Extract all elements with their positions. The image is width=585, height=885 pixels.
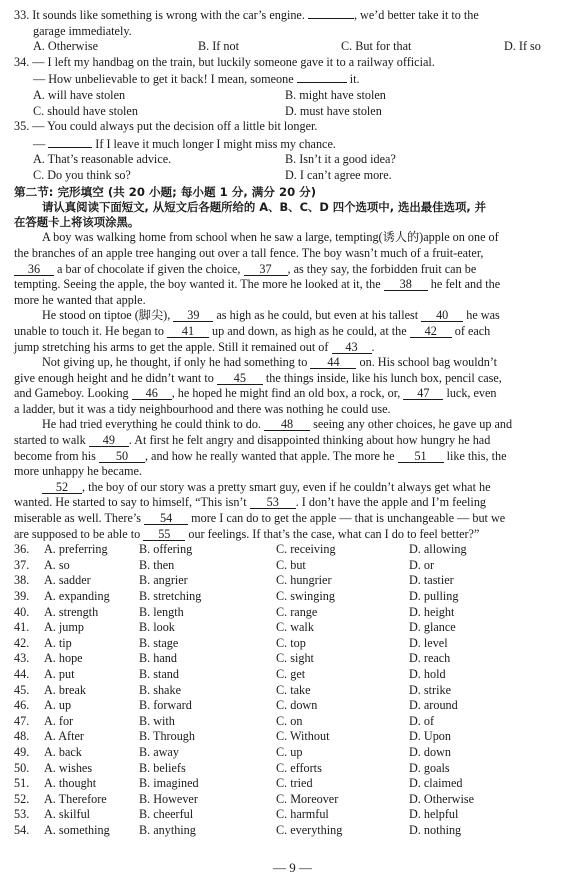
- answer-option: A. so: [44, 557, 70, 572]
- answer-row: [14, 651, 575, 667]
- answer-option: D. tastier: [409, 573, 454, 588]
- passage-line: wanted. He started to say to himself, “This isn’t 53 . I don’t have the apple and I’m feeling: [14, 495, 487, 510]
- answer-option: B. length: [139, 604, 184, 619]
- option-a: A. will have stolen: [33, 87, 126, 102]
- question-number: 41.: [14, 620, 30, 635]
- answer-option: C. but: [276, 557, 306, 572]
- answer-option: D. strike: [409, 682, 451, 697]
- answer-option: A. for: [44, 713, 74, 728]
- question-number: 40.: [14, 604, 30, 619]
- question-33: 33. It sounds like something is wrong with the car’s engine. , we’d better take it to the: [14, 8, 479, 22]
- answer-row: [14, 605, 575, 621]
- question-number: 50.: [14, 760, 30, 775]
- instructions: 请认真阅读下面短文, 从短文后各题所给的 A、B、C、D 四个选项中, 选出最佳选项, 并: [42, 199, 487, 214]
- question-number: 54.: [14, 822, 30, 837]
- blank-37: 37: [244, 263, 288, 276]
- answer-option: A. sadder: [44, 573, 91, 588]
- answer-row: [14, 792, 575, 808]
- answer-option: C. Moreover: [276, 791, 339, 806]
- answer-option: D. of: [409, 713, 435, 728]
- answer-option: D. helpful: [409, 807, 459, 822]
- answer-option: D. claimed: [409, 776, 463, 791]
- blank-46: 46: [132, 387, 172, 400]
- blank-49: 49: [89, 434, 129, 447]
- option-a: A. Otherwise: [33, 39, 98, 54]
- answer-option: C. up: [276, 744, 303, 759]
- option-b: B. If not: [198, 39, 239, 54]
- answer-option: A. back: [44, 744, 82, 759]
- answer-option: B. look: [139, 620, 175, 635]
- passage-line: more unhappy he became.: [14, 464, 142, 479]
- option-d: D. If so: [504, 39, 541, 54]
- question-number: 38.: [14, 573, 30, 588]
- passage-line: the branches of an apple tree hanging out over a tall fence. The boy wasn’t much of a fruit-eater,: [14, 245, 484, 260]
- question-number: 51.: [14, 776, 30, 791]
- blank-42: 42: [410, 325, 452, 338]
- blank-51: 51: [398, 450, 444, 463]
- passage-line: are supposed to be able to 55 our feelings. If that’s the case, what can I do to feel better?”: [14, 526, 480, 541]
- answer-option: A. hope: [44, 651, 83, 666]
- question-number: 43.: [14, 651, 30, 666]
- passage-line: tempting. Seeing the apple, the boy wanted it. The more he looked at it, the 38 he felt and the: [14, 277, 501, 292]
- blank-44: 44: [310, 356, 356, 369]
- question-number: 37.: [14, 557, 30, 572]
- exam-page: 33. It sounds like something is wrong with the car’s engine. , we’d better take it to the garage immediately. A. Otherwise B. If not C. But for that D. If so 34. — I left my handbag on the train, but luckily someone gave it to a railway official. — How unbelievable to get it back! I mean, someone it. A. will have stolen B. might have stolen C. should have stolen D. must have stolen 35. — You could always put the decision off a little bit longer. — If I leave it much longer I might miss my chance. A. That’s reasonable advice. B. Isn’t it a good idea? C. Do you think so? D. I can’t agree more. 第二节: 完形填空 (共 20 小题; 每小题 1 分, 满分 20 分) 请认真阅读下面短文, 从短文后各题所给的 A、B、C、D 四个选项中, 选出最佳选项, 并 在答题卡上将该项涂黑。 A boy was walking home from school when he saw a large, tempting(诱人的)apple on one of the branches of an apple tree hanging out over a tall fence. The boy wasn’t much of a fruit-eater, 36 a bar of chocolate if given the choice, 37 , as they say, the forbidden fruit can be tempting. Seeing the apple, the boy wanted it. The more he looked at it, the 38 he felt and the more he wanted that apple. He stood on tiptoe (脚尖), 39 as high as he could, but even at his tallest 40 he was unable to touch it. He began to 41 up and down, as high as he could, at the 42 of each jump stretching his arms to get the apple. Still it remained out of 43 . Not giving up, he thought, if only he had something to 44 on. His school bag wouldn’t give enough height and he didn’t want to 45 the things inside, like his lunch box, pencil case, and Gameboy. Looking 46 , he hoped he might find an old box, a rock, or, 47 luck, even a ladder, but it was a tidy neighbourhood and there was nothing he could use. He had tried everything he could think to do. 48 seeing any other choices, he gave up and started to walk 49 . At first he felt angry and disappointed thinking about how hungry he had become from his 50 , and how he really wanted that apple. The more he 51 like this, the more unhappy he became. 52 , the boy of our story was a pretty smart guy, even if he couldn’t always get what he wanted. He started to say to himself, “This isn’t 53 . I don’t have the apple and I’m feeling miserable as well. There’s 54 more I can do to get the apple — that is unchangeable — but we are supposed to be able to 55 our feelings. If that’s the case, what can I do to feel better?” 36. A. preferring B. offering C. receiving D. allowing 37. A. so B. then C. but D. or 38. A. sadder B. angrier C. hungrier D. tastier 39. A. expanding B. stretching C. swinging D. pulling 40. A. strength B. length C. range D. height 41. A. jump B. look C. walk D. glance 42. A. tip B. stage C. top D. level 43. A. hope B. hand C. sight D. reach 44. A. put B. stand C. get D. hold 45. A. break B. shake C. take D. strike 46. A. up B. forward C. down D. around 47. A. for B. with C. on D. of 48. A. After B. Through C. Without D. Upon 49. A. back B. away C. up D. down 50. A. wishes B. beliefs C. efforts D. goals 51. A. thought B. imagined C. tried D. claimed 52. A. Therefore B. However C. Moreover D. Otherwise 53. A. skilful B. cheerful C. harmful D. helpful 54. A. something B. anything C. everything D. nothing: [14, 6, 575, 839]
- answer-option: D. or: [409, 557, 435, 572]
- answer-option: C. top: [276, 635, 306, 650]
- answer-option: B. then: [139, 557, 175, 572]
- answer-option: D. level: [409, 635, 448, 650]
- question-number: 39.: [14, 589, 30, 603]
- answer-option: C. harmful: [276, 807, 329, 822]
- answer-row: [14, 589, 575, 605]
- answer-row: [14, 698, 575, 714]
- answer-option: B. stand: [139, 666, 179, 681]
- question-number: 46.: [14, 698, 30, 713]
- option-a: A. That’s reasonable advice.: [33, 152, 172, 167]
- answer-option: A. put: [44, 666, 75, 681]
- answer-option: C. down: [276, 698, 318, 713]
- answer-option: A. jump: [44, 620, 84, 635]
- blank-54: 54: [144, 512, 188, 525]
- answer-option: D. nothing: [409, 822, 462, 837]
- answer-option: A. break: [44, 682, 86, 697]
- answer-option: A. expanding: [44, 589, 110, 603]
- answer-option: C. efforts: [276, 760, 322, 775]
- page-number: — 9 —: [273, 860, 312, 875]
- answer-option: B. Through: [139, 729, 195, 744]
- passage-line: give enough height and he didn’t want to 45 the things inside, like his lunch box, pencil case,: [14, 370, 502, 385]
- answer-row: [14, 558, 575, 574]
- answer-option: C. tried: [276, 776, 313, 791]
- answer-option: B. shake: [139, 682, 181, 697]
- answer-option: A. preferring: [44, 542, 108, 557]
- answer-option: B. However: [139, 791, 198, 806]
- answer-option: A. thought: [44, 776, 97, 791]
- passage-line: a ladder, but it was a tidy neighbourhood and there was nothing he could use.: [14, 401, 391, 416]
- answer-option: C. everything: [276, 822, 343, 837]
- blank-53: 53: [250, 496, 296, 509]
- answer-row: [14, 776, 575, 792]
- answer-option: C. hungrier: [276, 573, 332, 588]
- passage-line: He had tried everything he could think to do. 48 seeing any other choices, he gave up and: [42, 417, 513, 432]
- question-34-options: [14, 88, 575, 119]
- answer-option: D. down: [409, 744, 451, 759]
- blank-45: 45: [217, 372, 263, 385]
- answer-option: B. with: [139, 713, 175, 728]
- section-title: 第二节: 完形填空 (共 20 小题; 每小题 1 分, 满分 20 分): [14, 184, 317, 199]
- passage-line: more he wanted that apple.: [14, 292, 146, 307]
- answer-option: D. reach: [409, 651, 451, 666]
- passage-line: miserable as well. There’s 54 more I can do to get the apple — that is unchangeable — but we: [14, 511, 506, 526]
- answer-option: B. away: [139, 744, 179, 759]
- option-b: B. Isn’t it a good idea?: [285, 152, 396, 167]
- answer-option: D. height: [409, 604, 455, 619]
- answer-option: D. goals: [409, 760, 450, 775]
- answer-option: C. range: [276, 604, 318, 619]
- blank-40: 40: [421, 309, 463, 322]
- answer-choices: [14, 542, 575, 838]
- answer-option: C. on: [276, 713, 303, 728]
- answer-option: B. stage: [139, 635, 179, 650]
- option-c: C. should have stolen: [33, 103, 138, 118]
- answer-option: B. hand: [139, 651, 177, 666]
- answer-option: C. walk: [276, 620, 314, 635]
- blank-47: 47: [403, 387, 443, 400]
- answer-row: [14, 636, 575, 652]
- answer-option: C. receiving: [276, 542, 336, 557]
- question-number: 36.: [14, 542, 30, 557]
- answer-option: A. After: [44, 729, 84, 744]
- passage-line: Not giving up, he thought, if only he had something to 44 on. His school bag wouldn’t: [42, 355, 498, 370]
- blank-48: 48: [264, 418, 310, 431]
- answer-row: [14, 823, 575, 839]
- passage-line: 52 , the boy of our story was a pretty smart guy, even if he couldn’t always get what he: [14, 480, 575, 496]
- answer-option: B. offering: [139, 542, 193, 557]
- answer-row: [14, 542, 575, 558]
- answer-option: B. beliefs: [139, 760, 186, 775]
- blank-36: 36: [14, 263, 54, 276]
- answer-option: B. forward: [139, 698, 192, 713]
- answer-row: [14, 807, 575, 823]
- question-33-options: [14, 39, 575, 55]
- question-number: 53.: [14, 807, 30, 822]
- answer-row: [14, 729, 575, 745]
- answer-option: D. around: [409, 698, 458, 713]
- answer-option: A. skilful: [44, 807, 91, 822]
- passage-line: started to walk 49 . At first he felt angry and disappointed thinking about how hungry he had: [14, 433, 491, 448]
- passage-line: and Gameboy. Looking 46 , he hoped he might find an old box, a rock, or, 47 luck, even: [14, 386, 497, 401]
- answer-option: C. take: [276, 682, 311, 697]
- answer-option: A. Therefore: [44, 791, 107, 806]
- question-number: 44.: [14, 666, 30, 681]
- answer-option: D. allowing: [409, 542, 467, 557]
- passage-line: unable to touch it. He began to 41 up and down, as high as he could, at the 42 of each: [14, 323, 491, 338]
- instructions-cont: 在答题卡上将该项涂黑。: [14, 214, 140, 229]
- blank-43: 43: [332, 341, 372, 354]
- blank-55: 55: [143, 528, 185, 541]
- answer-option: A. tip: [44, 635, 72, 650]
- question-number: 48.: [14, 729, 30, 744]
- answer-blank: [48, 135, 92, 148]
- answer-row: [14, 761, 575, 777]
- option-d: D. must have stolen: [285, 103, 382, 118]
- answer-row: [14, 714, 575, 730]
- question-number: 47.: [14, 713, 30, 728]
- passage-line: A boy was walking home from school when he saw a large, tempting(诱人的)apple on one of: [42, 230, 499, 245]
- answer-option: A. strength: [44, 604, 99, 619]
- answer-option: C. sight: [276, 651, 314, 666]
- question-number: 52.: [14, 791, 30, 806]
- answer-option: D. pulling: [409, 589, 459, 603]
- answer-option: B. anything: [139, 822, 196, 837]
- blank-50: 50: [99, 450, 145, 463]
- answer-option: A. up: [44, 698, 72, 713]
- passage-line: He stood on tiptoe (脚尖), 39 as high as he could, but even at his tallest 40 he was: [42, 308, 500, 323]
- answer-option: D. Otherwise: [409, 791, 474, 806]
- answer-option: B. cheerful: [139, 807, 194, 822]
- question-35-options: [14, 152, 575, 183]
- answer-row: [14, 745, 575, 761]
- answer-row: [14, 573, 575, 589]
- answer-row: [14, 683, 575, 699]
- answer-option: B. stretching: [139, 589, 202, 603]
- answer-option: C. get: [276, 666, 306, 681]
- passage-line: 36 a bar of chocolate if given the choice, 37 , as they say, the forbidden fruit can be: [14, 262, 575, 278]
- answer-option: A. wishes: [44, 760, 93, 775]
- blank-39: 39: [173, 309, 213, 322]
- answer-blank: [308, 6, 354, 19]
- blank-38: 38: [384, 278, 428, 291]
- answer-option: D. hold: [409, 666, 446, 681]
- answer-option: B. imagined: [139, 776, 199, 791]
- question-number: 42.: [14, 635, 30, 650]
- question-number: 49.: [14, 744, 30, 759]
- question-number: 45.: [14, 682, 30, 697]
- answer-row: [14, 620, 575, 636]
- blank-41: 41: [167, 325, 209, 338]
- answer-row: [14, 667, 575, 683]
- answer-option: B. angrier: [139, 573, 188, 588]
- answer-option: A. something: [44, 822, 110, 837]
- answer-option: C. Without: [276, 729, 330, 744]
- option-c: C. But for that: [341, 39, 412, 54]
- blank-52: 52: [42, 481, 82, 494]
- question-35: 35. — You could always put the decision off a little bit longer.: [14, 119, 318, 134]
- option-b: B. might have stolen: [285, 87, 386, 102]
- question-34: 34. — I left my handbag on the train, but luckily someone gave it to a railway official.: [14, 54, 435, 69]
- option-d: D. I can’t agree more.: [285, 167, 392, 182]
- answer-option: D. glance: [409, 620, 456, 635]
- passage-line: jump stretching his arms to get the apple. Still it remained out of 43 .: [14, 339, 375, 354]
- option-c: C. Do you think so?: [33, 167, 131, 182]
- answer-blank: [297, 70, 347, 83]
- answer-option: C. swinging: [276, 589, 335, 603]
- passage-line: become from his 50 , and how he really wanted that apple. The more he 51 like this, the: [14, 448, 507, 463]
- answer-option: D. Upon: [409, 729, 451, 744]
